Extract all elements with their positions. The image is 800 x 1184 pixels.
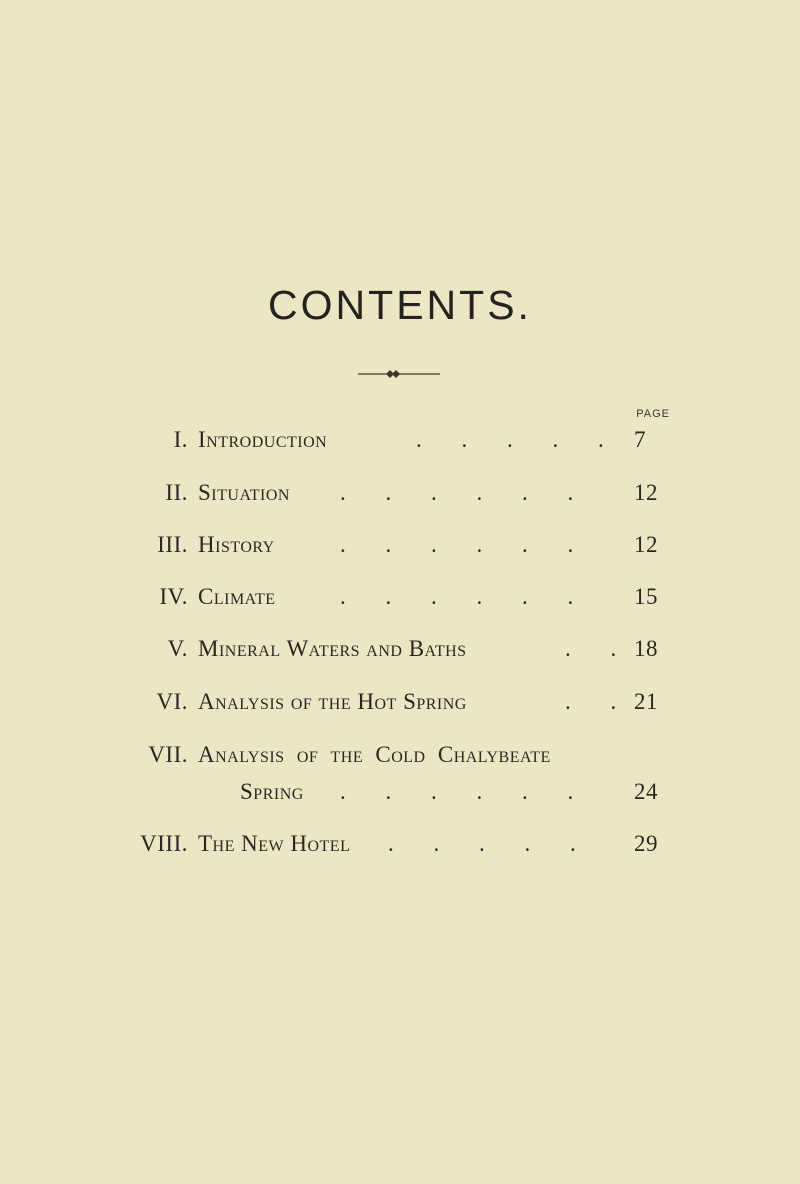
ornament-rule — [358, 368, 440, 380]
entry-number: II. — [165, 480, 188, 505]
dot-leader: . . . . . . — [340, 779, 591, 804]
dot-leader: . . . . . — [388, 831, 593, 856]
toc-entry — [0, 831, 800, 863]
toc-entry — [0, 689, 800, 721]
entry-title: History — [198, 532, 275, 557]
entry-number: IV. — [159, 584, 188, 609]
entry-title: Analysis of the Hot Spring — [198, 689, 467, 714]
entry-page: 15 — [634, 584, 658, 609]
entry-page: 21 — [634, 689, 658, 714]
dot-leader: . . . . . — [416, 427, 621, 452]
entry-title: Situation — [198, 480, 290, 505]
toc-entry — [0, 480, 800, 512]
toc-entry — [0, 532, 800, 564]
entry-number: V. — [167, 636, 188, 661]
dot-leader: . . — [565, 689, 634, 714]
entry-number: III. — [157, 532, 188, 557]
toc-entry — [0, 636, 800, 668]
toc-entry — [0, 742, 800, 774]
page-title: CONTENTS. — [268, 282, 532, 328]
entry-page: 18 — [634, 636, 658, 661]
dot-leader: . . — [565, 636, 634, 661]
entry-page: 24 — [634, 779, 658, 804]
toc-entry-continuation — [0, 779, 800, 811]
entry-title: Introduction — [198, 427, 328, 452]
dot-leader: . . . . . . — [340, 480, 591, 505]
entry-page: 12 — [634, 532, 658, 557]
dot-leader: . . . . . . — [340, 584, 591, 609]
entry-number: I. — [173, 427, 188, 452]
entry-page: 29 — [634, 831, 658, 856]
entry-number: VIII. — [140, 831, 188, 856]
entry-number: VI. — [156, 689, 188, 714]
entry-title: Climate — [198, 584, 276, 609]
entry-title: Mineral Waters and Baths — [198, 636, 467, 661]
toc-entry — [0, 427, 800, 459]
dot-leader: . . . . . . — [340, 532, 591, 557]
entry-number: VII. — [148, 742, 188, 767]
entry-title: The New Hotel — [198, 831, 351, 856]
entry-title: Analysis of the Cold Chalybeate — [198, 742, 551, 767]
page-column-label: PAGE — [636, 408, 670, 420]
entry-title-continuation: Spring — [240, 779, 304, 804]
entry-page: 12 — [634, 480, 658, 505]
entry-page: 7 — [634, 427, 646, 452]
toc-entry — [0, 584, 800, 616]
